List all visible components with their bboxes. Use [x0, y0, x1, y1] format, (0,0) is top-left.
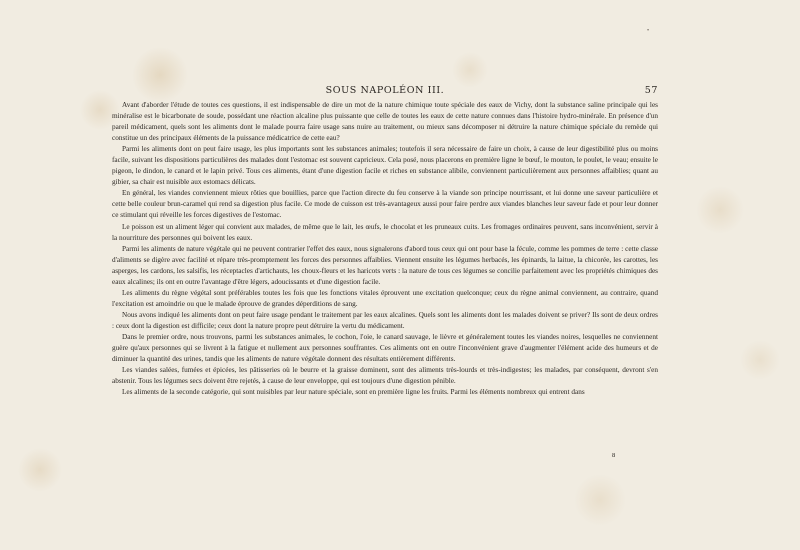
page-header — [112, 85, 658, 99]
paragraph: Les aliments de la seconde catégorie, qui sont nuisibles par leur nature spéciale, sont en première ligne les fruits. Parmi les éléments nombreux qui entrent dans — [122, 388, 585, 397]
page-number: 57 — [644, 85, 658, 96]
signature-mark: 8 — [612, 452, 616, 459]
paragraph: Parmi les aliments de nature végétale qui ne peuvent contrarier l'effet des eaux, nous signalerons d'abord tous ceux qui ont pour base la fécule, comme les pommes de terre : cette classe d'aliments se digère avec facilité et répare très-promptement les forces des personnes affaiblies. Viennent ensuite les légumes herbacés, les épinards, la laitue, la chicorée, les carottes, les asperges, les cardons, les salsifis, les réceptacles d'artichauts, les choux-fleurs et les haricots verts : la nature de tous ces légumes se concilie parfaitement avec les propriétés chimiques des eaux alcalines; ils ont en outre l'avantage d'être légers, adoucissants et d'une digestion facile. — [112, 244, 658, 286]
paragraph: Avant d'aborder l'étude de toutes ces questions, il est indispensable de dire un mot de la nature chimique toute spéciale des eaux de Vichy, dont la substance saline principale qui les minéralise est le bicarbonate de soude, possédant une réaction alcaline plus puissante que celle de toutes les eaux de cette nature connues dans l'histoire hydro-minérale. En présence d'un pareil médicament, quels sont les aliments dont le malade pourra faire usage sans nuire au traitement, ou mieux sans décomposer ni détruire la nature chimique spéciale du remède qui constitue un des principaux éléments de la puissance médicatrice de cette eau? — [112, 101, 658, 143]
corner-mark: • — [647, 28, 650, 34]
paragraph: Nous avons indiqué les aliments dont on peut faire usage pendant le traitement par les eaux alcalines. Quels sont les aliments dont les malades doivent se priver? Ils sont de deux ordres : ceux dont la digestion est difficile; ceux dont la nature propre peut détruire la vertu du médicament. — [112, 310, 658, 330]
paragraph: Les viandes salées, fumées et épicées, les pâtisseries où le beurre et la graisse dominent, sont des aliments très-lourds et très-indigestes; les malades, par conséquent, devront s'en abstenir. Tous les légumes secs doivent être rejetés, à cause de leur enveloppe, qui est toujours d'une digestion pénible. — [112, 366, 658, 386]
running-title: SOUS NAPOLÉON III. — [325, 85, 445, 96]
paragraph: Dans le premier ordre, nous trouvons, parmi les substances animales, le cochon, l'oie, le canard sauvage, le lièvre et généralement toutes les viandes noires, lesquelles ne conviennent guère qu'aux personnes qui se livrent à la fatigue et nullement aux personnes souffrantes. Ces aliments ont en outre l'inconvénient grave d'augmenter l'élément acide des humeurs et de diminuer la quantité des urines, tandis que les aliments de nature végétale donnent des résultats entièrement différents. — [112, 332, 658, 364]
body-text — [112, 100, 658, 398]
paragraph: Le poisson est un aliment léger qui convient aux malades, de même que le lait, les œufs, le chocolat et les pruneaux cuits. Les fromages ordinaires peuvent, sans inconvénient, servir à la nourriture des personnes qui boivent les eaux. — [112, 222, 658, 242]
paragraph: Les aliments du règne végétal sont préférables toutes les fois que les fonctions vitales éprouvent une excitation quelconque; ceux du règne animal conviennent, au contraire, quand l'excitation est amoindrie ou que le malade éprouve de grandes déperditions de sang. — [112, 288, 658, 308]
paragraph: En général, les viandes conviennent mieux rôties que bouillies, parce que l'action directe du feu conserve à la viande son principe nourrissant, et lui donne une saveur particulière et cette belle couleur brun-caramel qui rend sa digestion plus facile. Ce mode de cuisson est très-avantageux aussi pour faire perdre aux viandes blanches leur saveur fade et pour leur donner ce stimulant qui réveille les forces digestives de l'estomac. — [112, 189, 658, 220]
paragraph: Parmi les aliments dont on peut faire usage, les plus importants sont les substances animales; toutefois il sera nécessaire de faire un choix, à cause de leur digestibilité plus ou moins facile, suivant les dispositions particulières des malades dont l'estomac est souvent capricieux. Cela posé, nous placerons en première ligne le bœuf, le mouton, le poulet, le veau; ensuite le pigeon, le dindon, le canard et le lapin privé. Tous ces aliments, étant d'une digestion facile et riches en substance alibile, conviennent particulièrement aux personnes affaiblies; quant au gibier, sa chair est nuisible aux estomacs délicats. — [112, 145, 658, 187]
